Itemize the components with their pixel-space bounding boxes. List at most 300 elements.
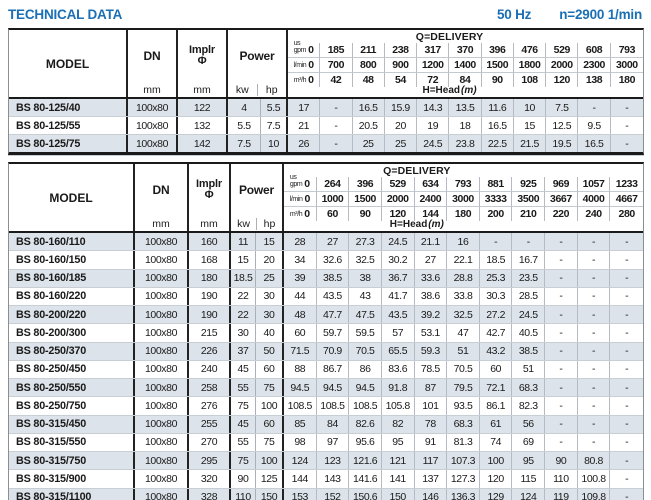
head-value-cell: 107.3 — [447, 452, 480, 469]
column-header-impeller — [178, 30, 228, 97]
head-value-cell: 9.5 — [578, 117, 610, 134]
column-header-model: MODEL — [9, 164, 135, 231]
head-value-cell: 26 — [288, 135, 320, 152]
impeller-text: Implr — [189, 43, 215, 56]
head-value-cell: - — [625, 137, 629, 150]
impeller-diameter-cell: 160 — [189, 233, 231, 250]
delivery-value-cell: 1500 — [482, 58, 514, 73]
head-value-cell: 117 — [415, 452, 448, 469]
head-value-cell: 81.3 — [447, 434, 480, 451]
column-header-dn — [128, 30, 178, 97]
head-unit-label: (m) — [460, 85, 477, 96]
power-kw-cell: 90 — [231, 470, 256, 487]
head-value-cell: 86.7 — [317, 361, 350, 378]
dn-label: DN — [152, 183, 170, 197]
head-value-cell: 82.6 — [349, 416, 382, 433]
head-value-cell: - — [480, 233, 513, 250]
power-kw-cell: 18.5 — [231, 270, 256, 287]
model-cell: BS 80-250/750 — [9, 397, 135, 414]
head-value-cell: 94.5 — [317, 379, 350, 396]
head-value-cell: 93.5 — [447, 397, 480, 414]
head-value-cell: 80.8 — [578, 452, 611, 469]
table-row — [9, 233, 643, 250]
head-value-cell: - — [625, 436, 629, 449]
delivery-value-cell: 180 — [447, 207, 480, 221]
dn-cell: 100x80 — [128, 135, 178, 152]
delivery-value-cell: 120 — [382, 207, 415, 221]
head-value-cell: 30.3 — [480, 288, 513, 305]
dn-cell: 100x80 — [135, 288, 189, 305]
head-value-cell: 69 — [512, 434, 545, 451]
power-units — [231, 215, 282, 231]
head-value-cell: 21.1 — [415, 233, 448, 250]
head-value-cell: 51 — [512, 361, 545, 378]
delivery-value-cell: 210 — [512, 207, 545, 221]
delivery-value-cell — [284, 173, 317, 192]
hp-label: hp — [263, 218, 276, 230]
head-value-cell: 70.9 — [317, 343, 350, 360]
impeller-text: Implr — [196, 177, 222, 190]
delivery-value-cell: 1233 — [610, 177, 643, 192]
head-value-cell: - — [625, 345, 629, 358]
table-body — [9, 233, 643, 500]
table-row — [9, 378, 643, 396]
head-value-cell: 16.7 — [512, 251, 545, 268]
power-kw-cell: 22 — [231, 288, 256, 305]
head-value-cell: 47.7 — [317, 306, 350, 323]
delivery-zero-value: 0 — [308, 44, 314, 56]
power-hp-cell: 60 — [256, 416, 284, 433]
head-value-cell: 59.3 — [415, 343, 448, 360]
head-value-cell: - — [545, 324, 578, 341]
head-value-cell: 43.2 — [480, 343, 513, 360]
power-kw-cell: 110 — [231, 489, 256, 500]
frequency-label: 50 Hz — [496, 7, 532, 22]
table-row — [9, 305, 643, 323]
impeller-diameter-cell: 226 — [189, 343, 231, 360]
impeller-diameter-cell: 215 — [189, 324, 231, 341]
delivery-value-cell: 1400 — [449, 58, 481, 73]
power-units — [228, 81, 286, 97]
pump-table-bs80-125 — [8, 28, 644, 155]
head-value-cell: 91 — [415, 434, 448, 451]
hp-label: hp — [265, 84, 278, 96]
model-cell: BS 80-125/40 — [9, 99, 128, 116]
head-value-cell: - — [320, 135, 352, 152]
delivery-value-cell: 211 — [353, 43, 385, 58]
head-value-cell: 56 — [512, 416, 545, 433]
delivery-value-cell: 2000 — [546, 58, 578, 73]
delivery-value-cell: 84 — [449, 73, 481, 87]
head-row-header — [288, 87, 643, 97]
delivery-value-cell: 1057 — [578, 177, 611, 192]
table-row — [9, 433, 643, 451]
head-value-cell: 121 — [382, 452, 415, 469]
delivery-zero-value: 0 — [308, 74, 314, 86]
head-value-cell: 152 — [317, 489, 350, 500]
delivery-value-cell: 925 — [512, 177, 545, 192]
power-kw-cell: 11 — [231, 233, 256, 250]
table-row — [9, 323, 643, 341]
dn-cell: 100x80 — [135, 324, 189, 341]
head-value-cell: 95 — [512, 452, 545, 469]
delivery-value-cell — [288, 58, 320, 73]
delivery-value-cell: 529 — [382, 177, 415, 192]
model-cell: BS 80-250/450 — [9, 361, 135, 378]
head-value-cell: 43 — [349, 288, 382, 305]
lmin-unit-label: l/min — [293, 61, 307, 69]
head-value-cell: 23.8 — [449, 135, 481, 152]
impeller-diameter-cell: 142 — [178, 135, 228, 152]
power-hp-cell: 30 — [256, 288, 284, 305]
power-hp-cell: 15 — [256, 233, 284, 250]
head-value-cell: 94.5 — [284, 379, 317, 396]
impeller-diameter-cell: 240 — [189, 361, 231, 378]
power-hp-cell: 25 — [256, 270, 284, 287]
head-value-cell: 16.5 — [482, 117, 514, 134]
table-row — [9, 116, 643, 134]
delivery-value-cell: 700 — [320, 58, 352, 73]
head-value-cell: 79.5 — [447, 379, 480, 396]
head-value-cell: - — [625, 308, 629, 321]
delivery-value-cell: 90 — [349, 207, 382, 221]
delivery-value-cell: 220 — [545, 207, 578, 221]
q-delivery-header — [284, 164, 643, 177]
delivery-value-cell — [284, 192, 317, 207]
delivery-value-cell: 1800 — [514, 58, 546, 73]
head-value-cell: - — [578, 434, 611, 451]
head-value-cell: 57 — [382, 324, 415, 341]
head-value-cell: 59.7 — [317, 324, 350, 341]
delivery-value-cell: 529 — [546, 43, 578, 58]
head-value-cell: - — [625, 253, 629, 266]
lmin-unit-label: l/min — [289, 195, 303, 203]
head-value-cell: - — [545, 270, 578, 287]
power-hp-cell: 150 — [256, 489, 284, 500]
head-value-cell: 48 — [284, 306, 317, 323]
head-value-cell: 86.1 — [480, 397, 513, 414]
head-unit-label: (m) — [428, 219, 444, 230]
head-value-cell: 82.3 — [512, 397, 545, 414]
head-value-cell: 47.5 — [349, 306, 382, 323]
head-value-cell: 119 — [545, 489, 578, 500]
head-value-cell: 23.5 — [512, 270, 545, 287]
delivery-value-cell: 1000 — [317, 192, 350, 207]
head-value-cell: 36.7 — [382, 270, 415, 287]
table-row — [9, 451, 643, 469]
head-value-cell: - — [545, 251, 578, 268]
head-value-cell: 109.8 — [578, 489, 611, 500]
head-value-cell: 124 — [512, 489, 545, 500]
head-value-cell: - — [545, 434, 578, 451]
head-value-cell: 25 — [353, 135, 385, 152]
model-cell: BS 80-315/550 — [9, 434, 135, 451]
delivery-value-cell: 634 — [415, 177, 448, 192]
impeller-diameter-cell: 276 — [189, 397, 231, 414]
model-cell: BS 80-160/220 — [9, 288, 135, 305]
head-value-cell: 32.5 — [447, 306, 480, 323]
delivery-value-cell: 144 — [415, 207, 448, 221]
column-header-impeller — [189, 164, 231, 231]
table-row — [9, 488, 643, 500]
head-value-cell: 137 — [415, 470, 448, 487]
head-value-cell: - — [625, 472, 629, 485]
head-value-cell: 123 — [317, 452, 350, 469]
delivery-value-cell: 238 — [385, 43, 417, 58]
head-value-cell: - — [578, 416, 611, 433]
table-row — [9, 287, 643, 305]
head-value-cell: 24.5 — [382, 233, 415, 250]
head-value-cell: 38.6 — [415, 288, 448, 305]
head-value-cell: - — [578, 306, 611, 323]
head-value-cell: 120 — [480, 470, 513, 487]
delivery-value-cell: 793 — [447, 177, 480, 192]
delivery-row-lmin — [284, 192, 643, 207]
delivery-value-cell: 370 — [449, 43, 481, 58]
head-value-cell: 51 — [447, 343, 480, 360]
kw-label: kw — [228, 84, 258, 96]
head-value-cell: 68.3 — [512, 379, 545, 396]
head-value-cell: - — [545, 361, 578, 378]
impeller-diameter-cell: 258 — [189, 379, 231, 396]
pump-table-bs80-160-315 — [8, 162, 644, 500]
dn-cell: 100x80 — [135, 306, 189, 323]
head-value-cell: 41.7 — [382, 288, 415, 305]
dn-cell: 100x80 — [135, 397, 189, 414]
delivery-value-cell: 3000 — [611, 58, 643, 73]
head-value-cell: 33.8 — [447, 288, 480, 305]
table-header — [9, 164, 643, 233]
head-value-cell: 14.3 — [417, 99, 449, 116]
dn-cell: 100x80 — [135, 343, 189, 360]
head-value-cell: 32.5 — [349, 251, 382, 268]
head-value-cell: 15 — [514, 117, 546, 134]
power-kw-cell: 75 — [231, 397, 256, 414]
page-title: TECHNICAL DATA — [8, 7, 123, 22]
column-header-dn — [135, 164, 189, 231]
delivery-value-cell: 120 — [546, 73, 578, 87]
dn-cell: 100x80 — [135, 251, 189, 268]
head-value-cell: 100 — [480, 452, 513, 469]
power-kw-cell: 4 — [228, 99, 261, 116]
head-value-cell: 108.5 — [284, 397, 317, 414]
head-value-cell: 127.3 — [447, 470, 480, 487]
head-label: H=Head — [422, 85, 460, 96]
head-value-cell: 38 — [349, 270, 382, 287]
head-value-cell: 44 — [284, 288, 317, 305]
head-value-cell: 78.5 — [415, 361, 448, 378]
model-cell: BS 80-250/550 — [9, 379, 135, 396]
dn-cell: 100x80 — [135, 361, 189, 378]
head-value-cell: 88 — [284, 361, 317, 378]
delivery-value-cell: 900 — [385, 58, 417, 73]
spec-labels — [497, 7, 642, 22]
delivery-value-cell: 42 — [320, 73, 352, 87]
head-value-cell: 144 — [284, 470, 317, 487]
model-cell: BS 80-160/110 — [9, 233, 135, 250]
model-cell: BS 80-125/55 — [9, 117, 128, 134]
head-value-cell: 53.1 — [415, 324, 448, 341]
head-value-cell: 59.5 — [349, 324, 382, 341]
m3h-unit-label: m³/h — [293, 76, 307, 84]
head-value-cell: - — [320, 99, 352, 116]
power-hp-cell: 7.5 — [261, 117, 288, 134]
delivery-value-cell: 969 — [545, 177, 578, 192]
table-body — [9, 99, 643, 152]
delivery-value-cell: 317 — [417, 43, 449, 58]
delivery-value-cell: 881 — [480, 177, 513, 192]
head-value-cell: 124 — [284, 452, 317, 469]
head-value-cell: 115 — [512, 470, 545, 487]
delivery-row-usgpm — [288, 39, 643, 58]
model-cell: BS 80-315/900 — [9, 470, 135, 487]
head-value-cell: 19 — [417, 117, 449, 134]
head-value-cell: 28.8 — [447, 270, 480, 287]
head-value-cell: 24.5 — [417, 135, 449, 152]
head-value-cell: 71.5 — [284, 343, 317, 360]
head-value-cell: - — [578, 361, 611, 378]
dn-cell: 100x80 — [135, 270, 189, 287]
delivery-zero-value: 0 — [304, 208, 310, 220]
head-value-cell: - — [545, 306, 578, 323]
delivery-value-cell: 108 — [514, 73, 546, 87]
m3h-unit-label: m³/h — [289, 210, 303, 218]
impeller-label — [178, 30, 226, 82]
head-value-cell: - — [545, 379, 578, 396]
power-hp-cell: 60 — [256, 361, 284, 378]
dn-cell: 100x80 — [135, 434, 189, 451]
delivery-value-cell: 200 — [480, 207, 513, 221]
delivery-value-cell: 396 — [349, 177, 382, 192]
head-value-cell: - — [625, 272, 629, 285]
head-value-cell: 27 — [317, 233, 350, 250]
head-value-cell: 16.5 — [578, 135, 610, 152]
table-row — [9, 360, 643, 378]
head-value-cell: 47 — [447, 324, 480, 341]
model-cell: BS 80-315/450 — [9, 416, 135, 433]
dn-cell: 100x80 — [135, 379, 189, 396]
head-value-cell: - — [625, 381, 629, 394]
table-row — [9, 134, 643, 152]
head-value-cell: 20 — [385, 117, 417, 134]
head-value-cell: 24.5 — [512, 306, 545, 323]
head-value-cell: 143 — [317, 470, 350, 487]
head-value-cell: - — [578, 397, 611, 414]
head-value-cell: 11.6 — [482, 99, 514, 116]
head-value-cell: 39.2 — [415, 306, 448, 323]
power-hp-cell: 50 — [256, 343, 284, 360]
delivery-value-cell: 3667 — [545, 192, 578, 207]
head-value-cell: 72.1 — [480, 379, 513, 396]
delivery-value-cell: 180 — [618, 74, 636, 86]
head-value-cell: 18 — [449, 117, 481, 134]
power-hp-cell: 5.5 — [261, 99, 288, 116]
head-value-cell: - — [578, 379, 611, 396]
head-value-cell: - — [320, 117, 352, 134]
head-value-cell: 39 — [284, 270, 317, 287]
head-value-cell: 82 — [382, 416, 415, 433]
dn-cell: 100x80 — [128, 117, 178, 134]
delivery-value-cell: 4000 — [578, 192, 611, 207]
head-value-cell: - — [625, 418, 629, 431]
title-bar — [0, 0, 651, 28]
phi-symbol: Φ — [197, 55, 207, 67]
power-kw-cell: 55 — [231, 379, 256, 396]
head-value-cell: - — [512, 233, 545, 250]
power-kw-cell: 75 — [231, 452, 256, 469]
table-row — [9, 250, 643, 268]
dn-cell: 100x80 — [135, 452, 189, 469]
model-cell: BS 80-315/750 — [9, 452, 135, 469]
head-value-cell: 97 — [317, 434, 350, 451]
head-value-cell: 21 — [288, 117, 320, 134]
delivery-row-m3h — [284, 207, 643, 221]
head-value-cell: 150 — [382, 489, 415, 500]
model-cell: BS 80-200/220 — [9, 306, 135, 323]
delivery-value-cell: 4667 — [610, 192, 643, 207]
head-value-cell: - — [625, 101, 629, 114]
head-value-cell: 40.5 — [512, 324, 545, 341]
power-kw-cell: 37 — [231, 343, 256, 360]
head-value-cell: 121.6 — [349, 452, 382, 469]
impeller-diameter-cell: 132 — [178, 117, 228, 134]
column-header-power — [231, 164, 284, 231]
head-value-cell: - — [625, 491, 629, 500]
delivery-value-cell: 60 — [317, 207, 350, 221]
head-value-cell: 12.5 — [546, 117, 578, 134]
delivery-row-lmin — [288, 58, 643, 73]
head-value-cell: 65.5 — [382, 343, 415, 360]
head-value-cell: 28.5 — [512, 288, 545, 305]
speed-label: n=2900 1/min — [559, 7, 642, 22]
delivery-value-cell: 3333 — [480, 192, 513, 207]
head-value-cell: 18.5 — [480, 251, 513, 268]
head-value-cell: - — [578, 324, 611, 341]
head-value-cell: 61 — [480, 416, 513, 433]
delivery-row-usgpm — [284, 173, 643, 192]
table-row — [9, 269, 643, 287]
power-hp-cell: 75 — [256, 434, 284, 451]
dn-cell: 100x80 — [135, 470, 189, 487]
dn-label: DN — [143, 49, 161, 63]
head-value-cell: 27 — [415, 251, 448, 268]
delivery-value-cell — [288, 73, 320, 87]
head-value-cell: 78 — [415, 416, 448, 433]
head-value-cell: 146 — [415, 489, 448, 500]
power-hp-cell: 10 — [261, 135, 288, 152]
delivery-value-cell: 800 — [353, 58, 385, 73]
head-value-cell: 38.5 — [317, 270, 350, 287]
head-value-cell: - — [625, 363, 629, 376]
head-value-cell: 95 — [382, 434, 415, 451]
delivery-value-cell: 2300 — [578, 58, 610, 73]
model-cell: BS 80-160/185 — [9, 270, 135, 287]
head-value-cell: 43.5 — [317, 288, 350, 305]
dn-cell: 100x80 — [128, 99, 178, 116]
impeller-diameter-cell: 328 — [189, 489, 231, 500]
model-cell: BS 80-315/1100 — [9, 489, 135, 500]
head-value-cell: 21.5 — [514, 135, 546, 152]
head-value-cell: 74 — [480, 434, 513, 451]
delivery-value-cell: 264 — [317, 177, 350, 192]
table-row — [9, 342, 643, 360]
head-value-cell: 100.8 — [578, 470, 611, 487]
head-value-cell: 90 — [545, 452, 578, 469]
power-kw-cell: 5.5 — [228, 117, 261, 134]
head-value-cell: 87 — [415, 379, 448, 396]
delivery-value-cell: 1500 — [349, 192, 382, 207]
model-cell: BS 80-125/75 — [9, 135, 128, 152]
